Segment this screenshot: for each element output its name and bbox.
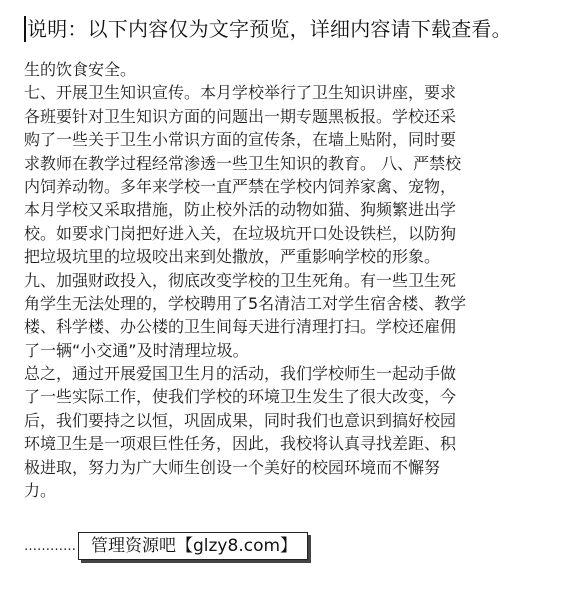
text-line: 力。 xyxy=(24,481,57,501)
text-cursor xyxy=(24,16,26,42)
preview-notice: 说明：以下内容仅为文字预览，详细内容请下载查看。 xyxy=(27,17,512,41)
text-line: 内饲养动物。多年来学校一直严禁在学校内饲养家禽、宠物， xyxy=(24,176,457,196)
text-line: 求教师在教学过程经常渗透一些卫生知识的教育。 八、严禁校 xyxy=(24,153,462,173)
text-line: 九、加强财政投入，彻底改变学校的卫生死角。有一些卫生死 xyxy=(24,270,457,290)
text-line: 本月学校又采取措施，防止校外活的动物如猫、狗频繁进出学 xyxy=(24,200,457,220)
text-line: 极进取，努力为广大师生创设一个美好的校园环境而不懈努 xyxy=(24,457,441,477)
text-line: 七、开展卫生知识宣传。本月学校举行了卫生知识讲座，要求 xyxy=(24,83,457,103)
footer-dots: ………… xyxy=(24,538,76,554)
text-line: 了一辆“小交通”及时清理垃圾。 xyxy=(24,340,249,360)
source-link-button[interactable]: 管理资源吧【glzy8.com】 xyxy=(78,532,308,560)
text-line: 各班要针对卫生知识方面的问题出一期专题黑板报。学校还采 xyxy=(24,106,457,126)
text-line: 生的饮食安全。 xyxy=(24,60,137,79)
text-line: 角学生无法处理的，学校聘用了5名清洁工对学生宿舍楼、教学 xyxy=(24,293,467,313)
text-line: 了一些实际工作，使我们学校的环境卫生发生了很大改变，今 xyxy=(24,387,457,407)
text-line: 后，我们要持之以恒，巩固成果，同时我们也意识到搞好校园 xyxy=(24,410,457,430)
text-line: 楼、科学楼、办公楼的卫生间每天进行清理打扫。学校还雇佣 xyxy=(24,317,457,337)
text-line: 校。如要求门岗把好进入关，在垃圾坑开口处设铁栏，以防狗 xyxy=(24,223,457,243)
footer xyxy=(24,532,308,560)
text-line: 购了一些关于卫生小常识方面的宣传条，在墙上贴附，同时要 xyxy=(24,130,457,150)
text-line: 总之，通过开展爱国卫生月的活动，我们学校师生一起动手做 xyxy=(24,364,457,384)
text-line: 环境卫生是一项艰巨性任务，因此，我校将认真寻找差距、积 xyxy=(24,434,457,454)
document-body xyxy=(24,58,564,502)
text-line: 把垃圾坑里的垃圾咬出来到处撒放，严重影响学校的形象。 xyxy=(24,247,441,267)
